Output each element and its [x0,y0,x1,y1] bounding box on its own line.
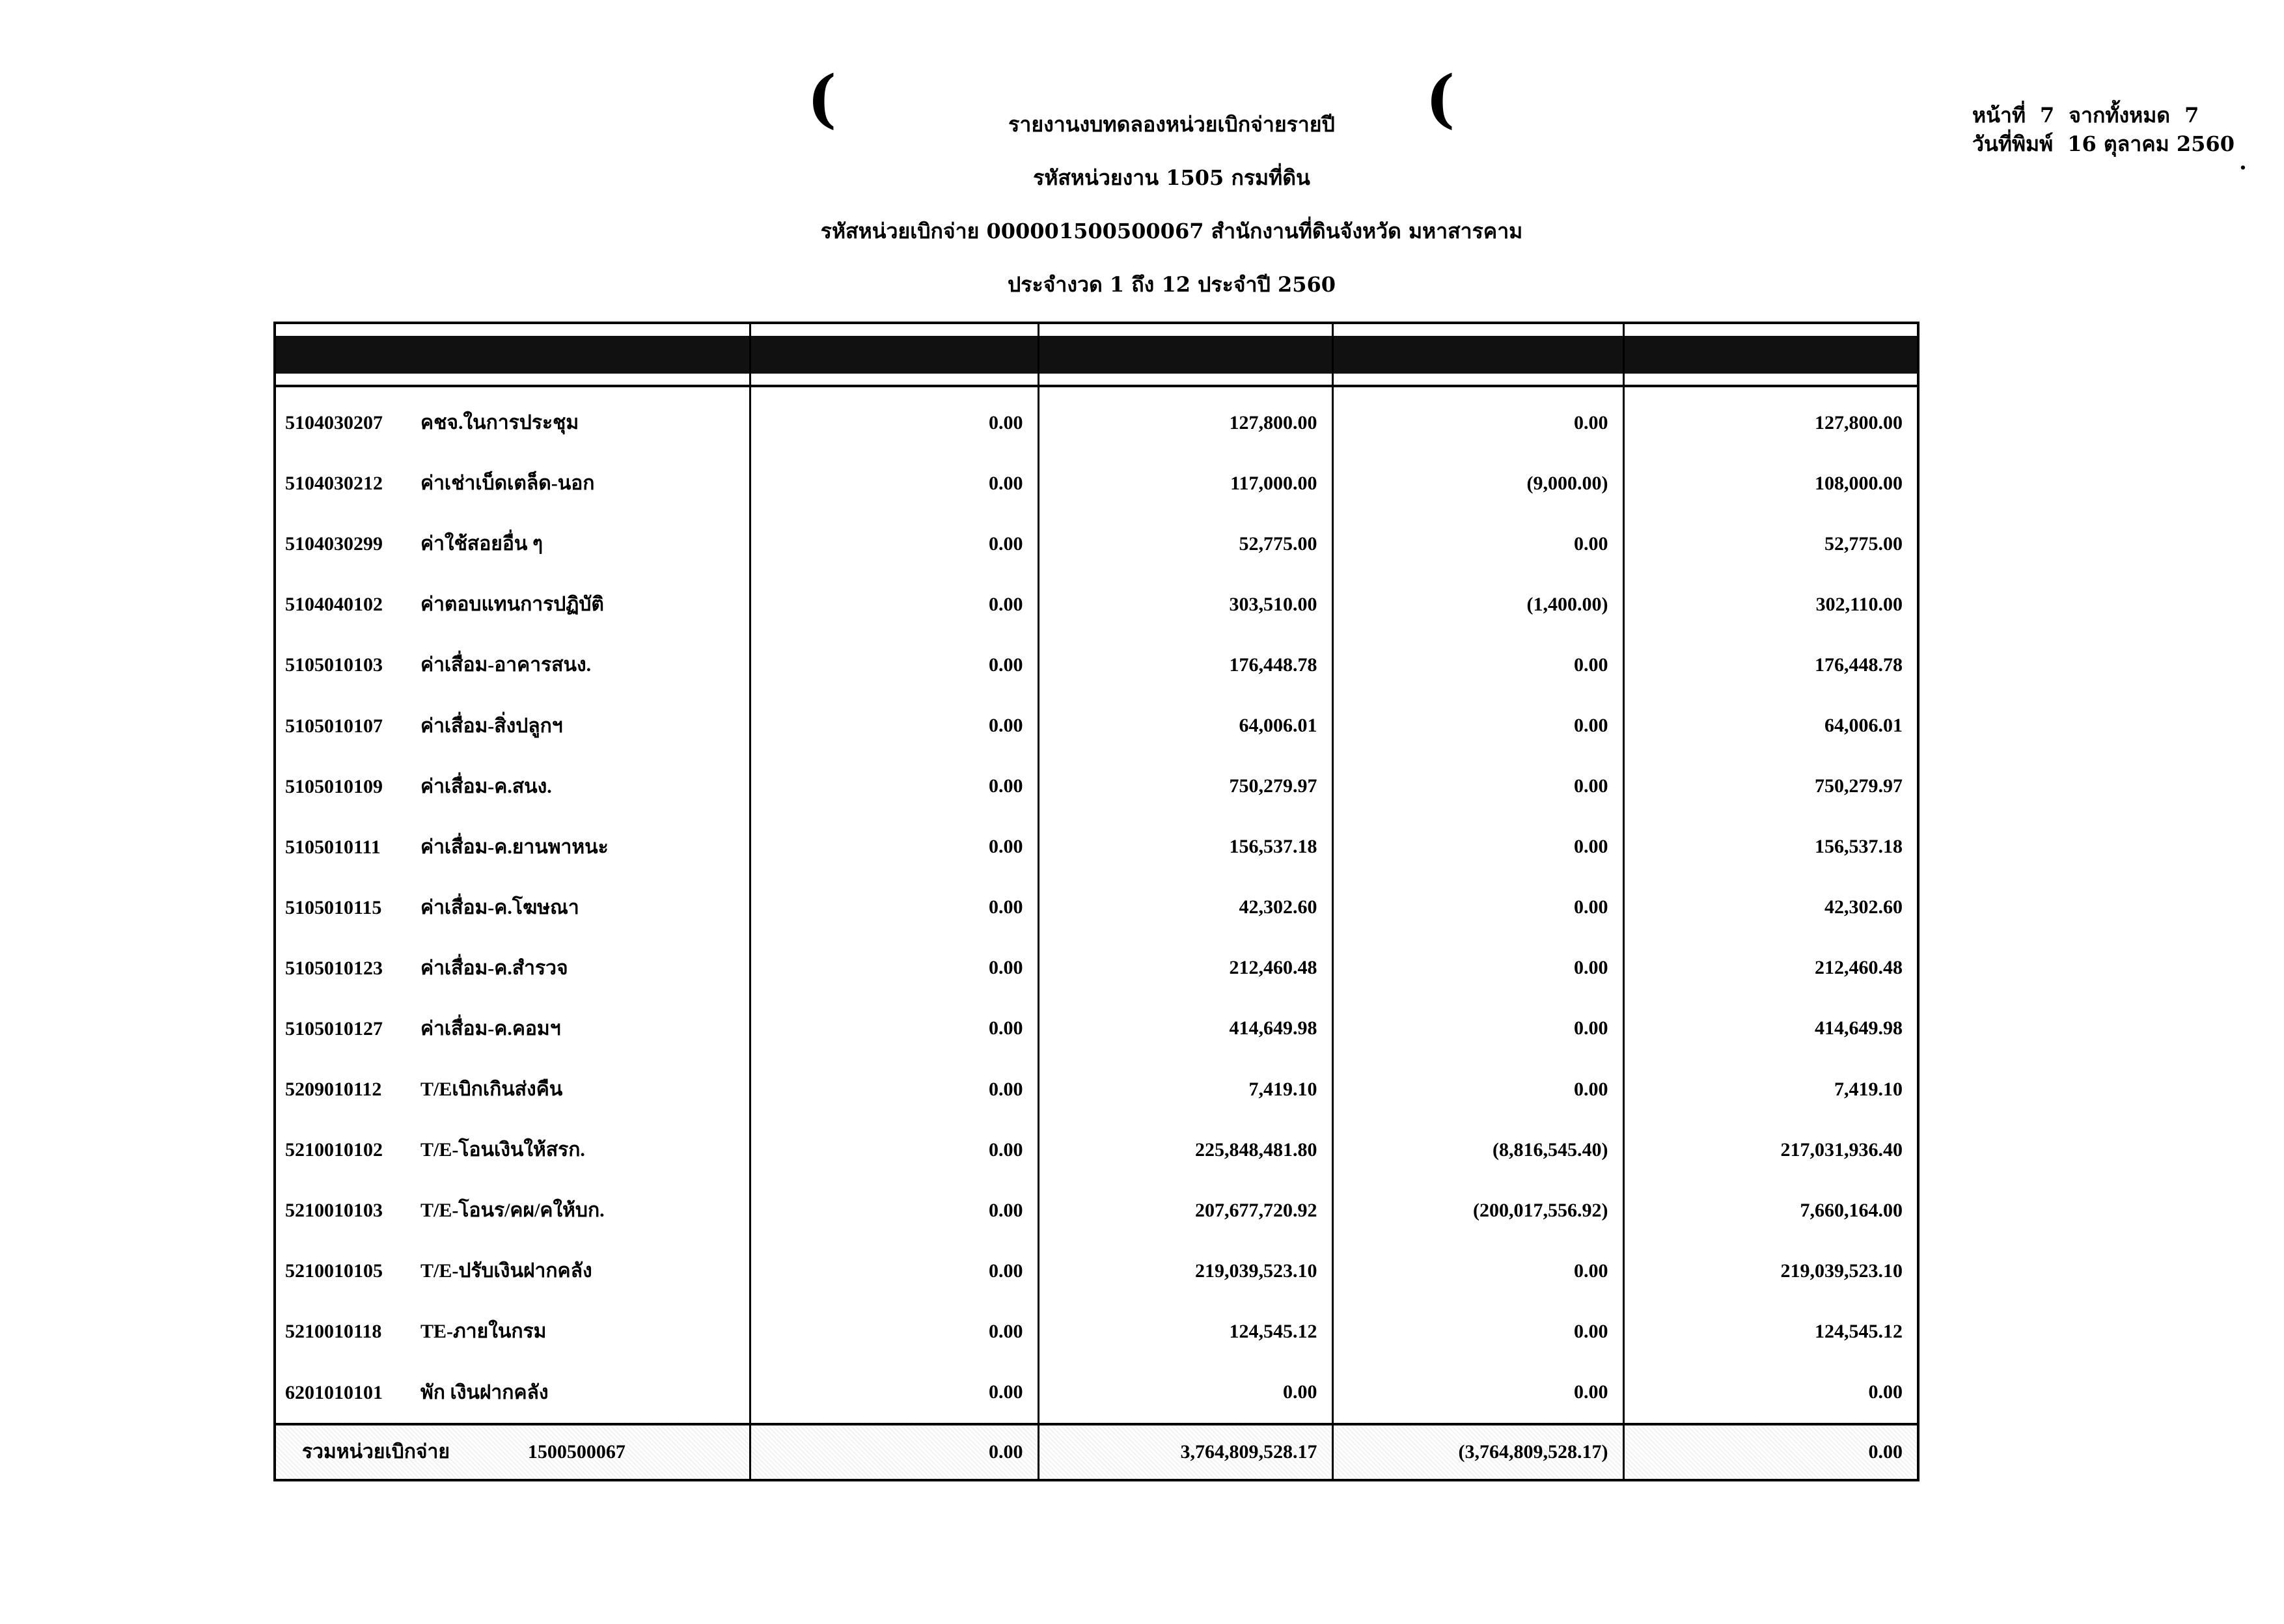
amount-col4: 414,649.98 [1623,998,1918,1059]
amount-col2: 124,545.12 [1038,1301,1332,1362]
account-name: ค่าเช่าเบ็ดเตล็ด-นอก [420,473,595,495]
print-date-row [1972,130,2249,158]
report-title: รายงานงบทดลองหน่วยเบิกจ่ายรายปี [1008,112,1335,137]
account-cell [275,877,750,938]
amount-col1: 0.00 [750,1362,1038,1424]
account-code: 5105010111 [285,836,381,858]
amount-col2: 0.00 [1038,1362,1332,1424]
amount-col4: 127,800.00 [1623,386,1918,453]
amount-col1: 0.00 [750,1120,1038,1180]
account-code: 5104040102 [285,594,383,616]
redacted-header-col1 [750,323,1038,386]
amount-col4: 750,279.97 [1623,756,1918,817]
amount-col4: 108,000.00 [1623,453,1918,514]
account-name: ค่าเสื่อม-สิ่งปลูกฯ [420,715,563,737]
account-code: 5210010105 [285,1260,383,1282]
account-cell [275,998,750,1059]
amount-col3: (200,017,556.92) [1332,1180,1623,1241]
amount-col3: 0.00 [1332,817,1623,877]
page-label: หน้าที่ [1972,103,2026,128]
account-code: 5104030299 [285,533,383,555]
account-cell [275,574,750,635]
page-number-row [1972,101,2249,130]
amount-col4: 64,006.01 [1623,695,1918,756]
redacted-header-col3 [1332,323,1623,386]
amount-col1: 0.00 [750,817,1038,877]
table-row [275,695,1918,756]
left-crescent-mark: ( [807,62,837,135]
account-name: ค่าเสื่อม-ค.คอมฯ [420,1017,561,1039]
amount-col4: 156,537.18 [1623,817,1918,877]
redacted-header-account [275,323,750,386]
amount-col2: 219,039,523.10 [1038,1241,1332,1301]
agency-code-line: รหัสหน่วยงาน 1505 กรมที่ดิน [1033,165,1310,190]
table-row [275,1120,1918,1180]
amount-col4: 7,419.10 [1623,1059,1918,1120]
account-code: 5210010103 [285,1200,383,1222]
account-cell [275,514,750,574]
account-name: ค่าตอบแทนการปฏิบัติ [420,594,604,616]
redacted-header-col4 [1623,323,1918,386]
page-info [1972,101,2249,175]
amount-col1: 0.00 [750,386,1038,453]
amount-col1: 0.00 [750,998,1038,1059]
amount-col1: 0.00 [750,877,1038,938]
header-row [275,323,1918,386]
amount-col4: 42,302.60 [1623,877,1918,938]
amount-col2: 127,800.00 [1038,386,1332,453]
amount-col4: 124,545.12 [1623,1301,1918,1362]
right-crescent-mark: ( [1425,62,1455,135]
account-cell [275,1120,750,1180]
total-col1: 0.00 [750,1424,1038,1480]
account-code: 6201010101 [285,1381,383,1403]
amount-col1: 0.00 [750,756,1038,817]
table-row [275,877,1918,938]
amount-col2: 42,302.60 [1038,877,1332,938]
table-row [275,574,1918,635]
amount-col2: 176,448.78 [1038,635,1332,695]
table-row [275,635,1918,695]
amount-col4: 52,775.00 [1623,514,1918,574]
total-row [275,1424,1918,1480]
total-col3: (3,764,809,528.17) [1332,1424,1623,1480]
total-label: จากทั้งหมด [2069,103,2171,128]
table-row [275,1301,1918,1362]
table-row [275,756,1918,817]
account-code: 5104030212 [285,473,383,495]
amount-col3: (1,400.00) [1332,574,1623,635]
report-header [781,98,1562,311]
table-row [275,1180,1918,1241]
amount-col2: 750,279.97 [1038,756,1332,817]
amount-col1: 0.00 [750,938,1038,998]
amount-col1: 0.00 [750,1241,1038,1301]
account-code: 5105010123 [285,957,383,979]
print-date: 16 ตุลาคม 2560 [2067,131,2235,156]
amount-col2: 64,006.01 [1038,695,1332,756]
amount-col3: 0.00 [1332,877,1623,938]
amount-col2: 117,000.00 [1038,453,1332,514]
total-label-cell [275,1424,750,1480]
amount-col2: 212,460.48 [1038,938,1332,998]
amount-col1: 0.00 [750,1301,1038,1362]
amount-col3: 0.00 [1332,1301,1623,1362]
amount-col3: 0.00 [1332,1241,1623,1301]
amount-col3: 0.00 [1332,386,1623,453]
redacted-header-col2 [1038,323,1332,386]
amount-col1: 0.00 [750,695,1038,756]
account-code: 5105010115 [285,896,382,918]
amount-col1: 0.00 [750,1059,1038,1120]
account-name: ค่าเสื่อม-อาคารสนง. [420,654,592,676]
total-unit-code: 1500500067 [527,1441,626,1463]
total-pages: 7 [2184,103,2199,128]
amount-col2: 7,419.10 [1038,1059,1332,1120]
dot-mark: . [2239,149,2247,175]
account-cell [275,1180,750,1241]
amount-col2: 225,848,481.80 [1038,1120,1332,1180]
amount-col4: 7,660,164.00 [1623,1180,1918,1241]
period-line: ประจำงวด 1 ถึง 12 ประจำปี 2560 [1007,272,1336,297]
account-name: ค่าเสื่อม-ค.ยานพาหนะ [420,836,609,858]
account-name: ค่าเสื่อม-ค.สำรวจ [420,957,568,979]
amount-col2: 156,537.18 [1038,817,1332,877]
account-code: 5105010109 [285,775,383,797]
account-name: T/E-ปรับเงินฝากคลัง [420,1260,592,1282]
table-row [275,453,1918,514]
trial-balance-table [273,322,1919,1481]
account-code: 5105010127 [285,1017,383,1039]
amount-col3: 0.00 [1332,514,1623,574]
amount-col2: 52,775.00 [1038,514,1332,574]
amount-col3: 0.00 [1332,756,1623,817]
account-cell [275,1059,750,1120]
table-row [275,1362,1918,1424]
account-code: 5105010103 [285,654,383,676]
amount-col4: 176,448.78 [1623,635,1918,695]
account-cell [275,635,750,695]
account-code: 5210010102 [285,1139,383,1161]
account-name: T/Eเบิกเกินส่งคืน [420,1079,563,1101]
amount-col3: 0.00 [1332,998,1623,1059]
account-cell [275,1362,750,1424]
account-cell [275,1301,750,1362]
account-cell [275,1241,750,1301]
amount-col3: (8,816,545.40) [1332,1120,1623,1180]
table-row [275,514,1918,574]
table-row [275,1059,1918,1120]
account-name: พัก เงินฝากคลัง [420,1381,549,1403]
table-row [275,1241,1918,1301]
account-code: 5105010107 [285,715,383,737]
account-cell [275,695,750,756]
account-code: 5210010118 [285,1321,382,1343]
amount-col1: 0.00 [750,514,1038,574]
amount-col4: 0.00 [1623,1362,1918,1424]
amount-col4: 302,110.00 [1623,574,1918,635]
amount-col1: 0.00 [750,1180,1038,1241]
total-label: รวมหน่วยเบิกจ่าย [302,1441,450,1463]
account-name: T/E-โอนเงินให้สรก. [420,1139,585,1161]
account-cell [275,817,750,877]
total-col2: 3,764,809,528.17 [1038,1424,1332,1480]
amount-col3: 0.00 [1332,695,1623,756]
account-cell [275,453,750,514]
amount-col4: 212,460.48 [1623,938,1918,998]
account-name: คชจ.ในการประชุม [420,412,579,434]
date-label: วันที่พิมพ์ [1972,131,2054,156]
amount-col3: 0.00 [1332,635,1623,695]
account-code: 5209010112 [285,1079,382,1101]
amount-col1: 0.00 [750,453,1038,514]
amount-col4: 219,039,523.10 [1623,1241,1918,1301]
total-col4: 0.00 [1623,1424,1918,1480]
account-name: ค่าเสื่อม-ค.สนง. [420,775,552,797]
table-row [275,938,1918,998]
table-row [275,386,1918,453]
amount-col1: 0.00 [750,574,1038,635]
amount-col2: 207,677,720.92 [1038,1180,1332,1241]
account-name: ค่าเสื่อม-ค.โฆษณา [420,896,579,918]
amount-col3: (9,000.00) [1332,453,1623,514]
amount-col4: 217,031,936.40 [1623,1120,1918,1180]
account-cell [275,756,750,817]
account-cell [275,386,750,453]
amount-col2: 303,510.00 [1038,574,1332,635]
amount-col1: 0.00 [750,635,1038,695]
account-code: 5104030207 [285,412,383,434]
amount-col3: 0.00 [1332,938,1623,998]
page-number: 7 [2040,103,2055,128]
account-name: ค่าใช้สอยอื่น ๆ [420,533,543,555]
table-row [275,998,1918,1059]
account-cell [275,938,750,998]
account-name: TE-ภายในกรม [420,1321,547,1343]
amount-col2: 414,649.98 [1038,998,1332,1059]
disbursing-unit-line: รหัสหน่วยเบิกจ่าย 000001500500067 สำนักงานที่ดินจังหวัด มหาสารคาม [820,219,1523,243]
amount-col3: 0.00 [1332,1059,1623,1120]
amount-col3: 0.00 [1332,1362,1623,1424]
table-row [275,817,1918,877]
account-name: T/E-โอนร/คผ/คให้บก. [420,1200,605,1222]
